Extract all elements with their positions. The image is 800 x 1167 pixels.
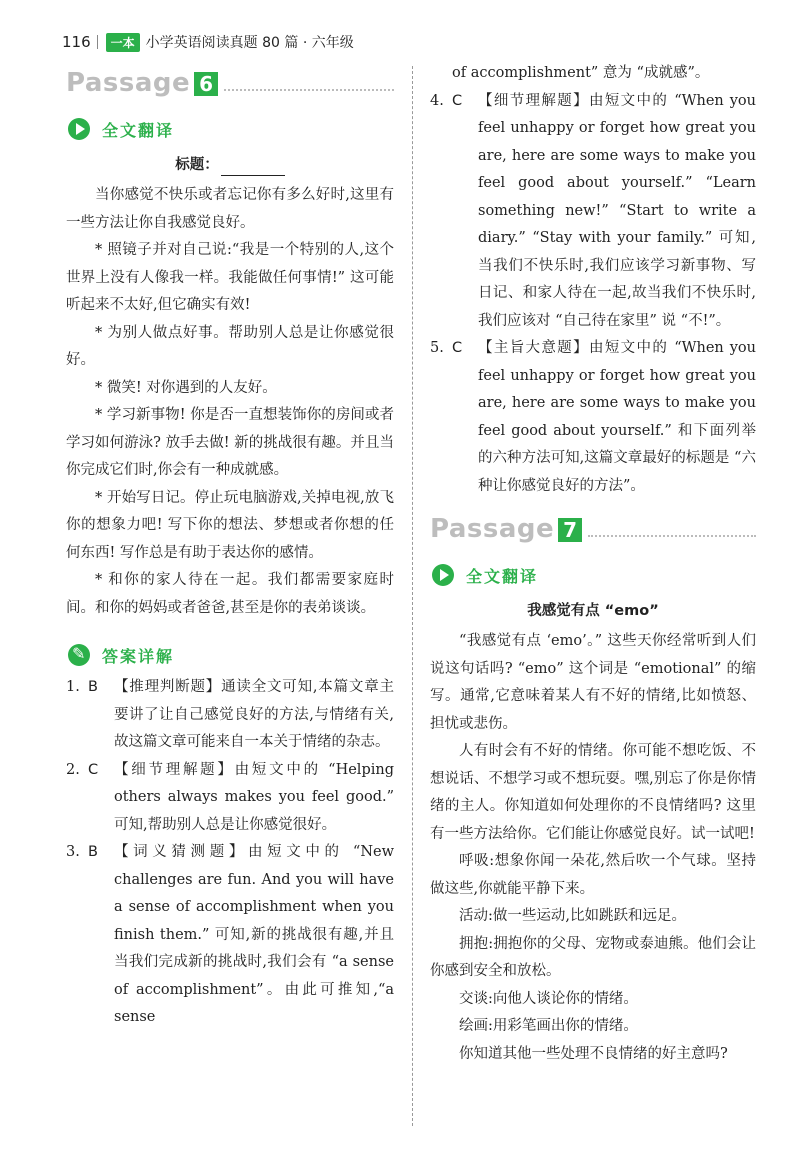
paragraph: * 学习新事物! 你是否一直想装饰你的房间或者学习如何游泳? 放手去做! 新的挑战很有趣。并且当你完成它们时,你会有一种成就感。 xyxy=(66,407,394,478)
answer-number: 1. xyxy=(66,679,80,695)
answer-item xyxy=(66,839,394,1032)
paragraph: * 微笑! 对你遇到的人友好。 xyxy=(95,379,277,396)
paragraph: 拥抱:拥抱你的父母、宠物或泰迪熊。他们会让你感到安全和放松。 xyxy=(430,935,756,979)
answer-number: 3. xyxy=(66,844,80,860)
answer-explanation: 【主旨大意题】由短文中的 “When you feel unhappy or forget how great you are, here are some ways to make you feel good about yourself.” 和下面列举的六种方法可知,这篇文章最好的标题是 “六种让你感觉良好的方法”。 xyxy=(478,340,756,494)
answer-item xyxy=(66,674,394,757)
play-icon xyxy=(68,118,90,140)
dotted-rule xyxy=(224,89,394,91)
translation-section-heading xyxy=(66,116,394,142)
play-icon xyxy=(432,564,454,586)
answers-section-heading xyxy=(66,642,394,668)
dotted-rule xyxy=(588,535,756,537)
paragraph: * 和你的家人待在一起。我们都需要家庭时间。和你的妈妈或者爸爸,甚至是你的表弟谈谈。 xyxy=(66,572,394,616)
paragraph: 呼吸:想象你闻一朵花,然后吹一个气球。坚持做这些,你就能平静下来。 xyxy=(430,853,756,897)
answer-number: 4. xyxy=(430,92,444,109)
answer-item xyxy=(430,335,756,500)
paragraph: 交谈:向他人谈论你的情绪。 xyxy=(459,990,638,1007)
column-divider xyxy=(412,66,413,1126)
section-title: 全文翻译 xyxy=(102,120,175,140)
answer-number: 5. xyxy=(430,340,444,356)
answer-letter: B xyxy=(88,844,98,860)
passage-6-heading xyxy=(66,60,394,96)
answer-explanation: 【词义猜测题】由短文中的 “New challenges are fun. And you will have a sense of accomplishment when you finish them.” 可知,新的挑战很有趣,并且当我们完成新的挑战时,我们会有 “a sense of accomplishment”。由此可推知,“a sense xyxy=(114,844,394,1025)
paragraph: * 照镜子并对自己说:“我是一个特别的人,这个世界上没有人像我一样。我能做任何事情!” 这可能听起来不太好,但它确实有效! xyxy=(66,242,394,313)
brand-logo: 一本 xyxy=(106,33,140,52)
answer-explanation: 【细节理解题】由短文中的 “Helping others always makes you feel good.” 可知,帮助别人总是让你感觉很好。 xyxy=(114,761,394,833)
paragraph: 活动:做一些运动,比如跳跃和远足。 xyxy=(459,908,686,924)
paragraph: 当你感觉不快乐或者忘记你有多么好时,这里有一些方法让你自我感觉良好。 xyxy=(66,187,394,231)
title-blank-line xyxy=(66,154,394,176)
answer-number: 2. xyxy=(66,761,80,778)
passage-number: 6 xyxy=(194,72,218,96)
answer-letter: C xyxy=(452,92,463,109)
paragraph: “我感觉有点 ‘emo’。” 这些天你经常听到人们说这句话吗? “emo” 这个词是 “emotional” 的缩写。通常,它意味着某人有不好的情绪,比如愤怒、担忧或悲伤。 xyxy=(430,633,756,732)
paragraph: * 开始写日记。停止玩电脑游戏,关掉电视,放飞你的想象力吧! 写下你的想法、梦想或者你想的任何东西! 写作总是有助于表达你的感情。 xyxy=(66,489,394,561)
paragraph: 人有时会有不好的情绪。你可能不想吃饭、不想说话、不想学习或不想玩耍。嘿,别忘了你是你情绪的主人。你知道如何处理你的不良情绪吗? 这里有一些方法给你。它们能让你感觉良好。试一试吧! xyxy=(430,743,756,842)
pencil-icon xyxy=(68,644,90,666)
page-number: 116 xyxy=(62,33,91,51)
translation-section-heading xyxy=(430,562,756,588)
right-column xyxy=(430,60,756,1068)
paragraph: 绘画:用彩笔画出你的情绪。 xyxy=(459,1018,638,1034)
book-title: 小学英语阅读真题 80 篇 · 六年级 xyxy=(145,35,354,51)
paragraph: 你知道其他一些处理不良情绪的好主意吗? xyxy=(459,1045,728,1062)
section-title: 全文翻译 xyxy=(466,566,539,586)
answer-explanation: 【细节理解题】由短文中的 “When you feel unhappy or forget how great you are, here are some ways to make you feel good about yourself.” “Learn something new!” “Start to write a diary.” “Stay with your family.” 可知,当我们不快乐时,我们应该学习新事物、写日记、和家人待在一起,故当我们不快乐时,我们应该对 “自己待在家里” 说 “不!”。 xyxy=(478,92,756,329)
answer-letter: C xyxy=(88,761,99,778)
answer-list xyxy=(430,88,756,501)
left-column xyxy=(66,60,394,1032)
paragraph: * 为别人做点好事。帮助别人总是让你感觉很好。 xyxy=(66,324,394,368)
passage-7-translation xyxy=(430,628,756,1068)
passage-6-translation xyxy=(66,182,394,622)
passage-number: 7 xyxy=(558,518,582,542)
passage-7-heading xyxy=(430,506,756,542)
title-blank xyxy=(221,159,285,176)
title-label: 标题： xyxy=(175,157,219,173)
passage-label: Passage xyxy=(66,68,191,98)
answer-continuation: of accomplishment” 意为 “成就感”。 xyxy=(452,65,710,81)
header-divider xyxy=(97,35,98,49)
section-title: 答案详解 xyxy=(102,646,175,666)
answer-letter: C xyxy=(452,340,463,356)
answer-list xyxy=(66,674,394,1032)
answer-letter: B xyxy=(88,679,98,695)
answer-explanation: 【推理判断题】通读全文可知,本篇文章主要讲了让自己感觉良好的方法,与情绪有关,故这篇文章可能来自一本关于情绪的杂志。 xyxy=(114,679,394,750)
passage-label: Passage xyxy=(430,514,555,544)
answer-item xyxy=(66,757,394,840)
answer-item xyxy=(430,88,756,336)
passage-7-title: 我感觉有点 “emo” xyxy=(527,603,659,619)
page-header xyxy=(62,31,354,53)
